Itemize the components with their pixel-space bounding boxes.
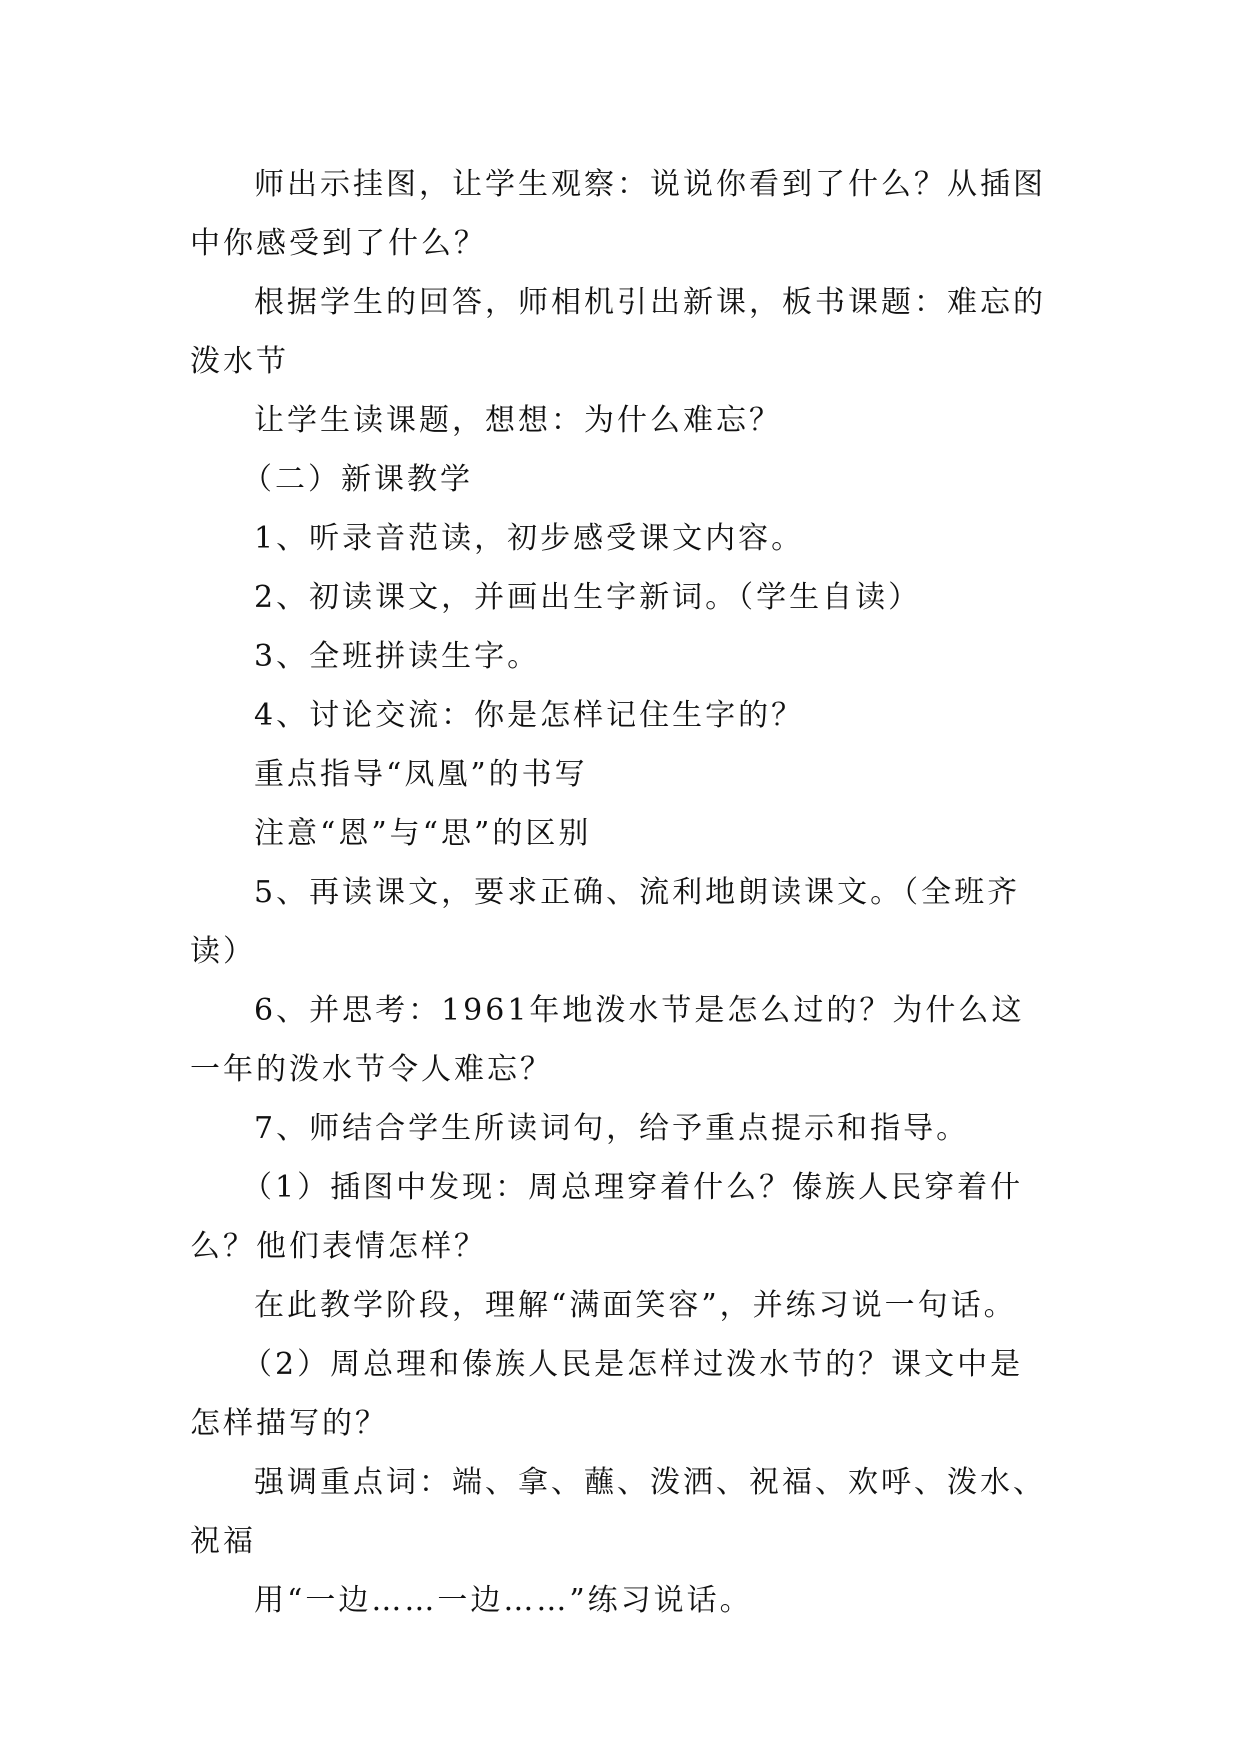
paragraph-understand-phrase: 在此教学阶段，理解“满面笑容”，并练习说一句话。 xyxy=(254,1288,1017,1323)
step-3: 3、全班拼读生字。 xyxy=(254,639,541,674)
step-7: 7、师结合学生所读词句，给予重点提示和指导。 xyxy=(254,1111,970,1146)
sub-step-1: （1）插图中发现：周总理穿着什么？傣族人民穿着什么？他们表情怎样？ xyxy=(190,1170,1024,1264)
paragraph-speaking-practice: 用“一边……一边……”练习说话。 xyxy=(254,1583,753,1618)
document-body xyxy=(190,155,1050,1630)
step-2: 2、初读课文，并画出生字新词。（学生自读） xyxy=(254,580,922,615)
section-heading-new-lesson: （二）新课教学 xyxy=(242,462,473,497)
step-5: 5、再读课文，要求正确、流利地朗读课文。（全班齐读） xyxy=(190,875,1021,969)
paragraph-key-words: 强调重点词：端、拿、蘸、泼洒、祝福、欢呼、泼水、祝福 xyxy=(190,1465,1046,1559)
sub-step-2: （2）周总理和傣族人民是怎样过泼水节的？课文中是怎样描写的？ xyxy=(190,1347,1024,1441)
paragraph-read-title: 让学生读课题，想想：为什么难忘？ xyxy=(254,403,782,438)
step-6: 6、并思考：1961年地泼水节是怎么过的？为什么这一年的泼水节令人难忘？ xyxy=(190,993,1025,1087)
paragraph-observe-picture: 师出示挂图，让学生观察：说说你看到了什么？从插图中你感受到了什么？ xyxy=(190,167,1046,261)
note-character-difference: 注意“恩”与“思”的区别 xyxy=(254,816,592,851)
paragraph-introduce-lesson: 根据学生的回答，师相机引出新课，板书课题：难忘的泼水节 xyxy=(190,285,1046,379)
note-writing-guidance: 重点指导“凤凰”的书写 xyxy=(254,757,588,792)
step-4: 4、讨论交流：你是怎样记住生字的？ xyxy=(254,698,805,733)
step-1: 1、听录音范读，初步感受课文内容。 xyxy=(254,521,805,556)
